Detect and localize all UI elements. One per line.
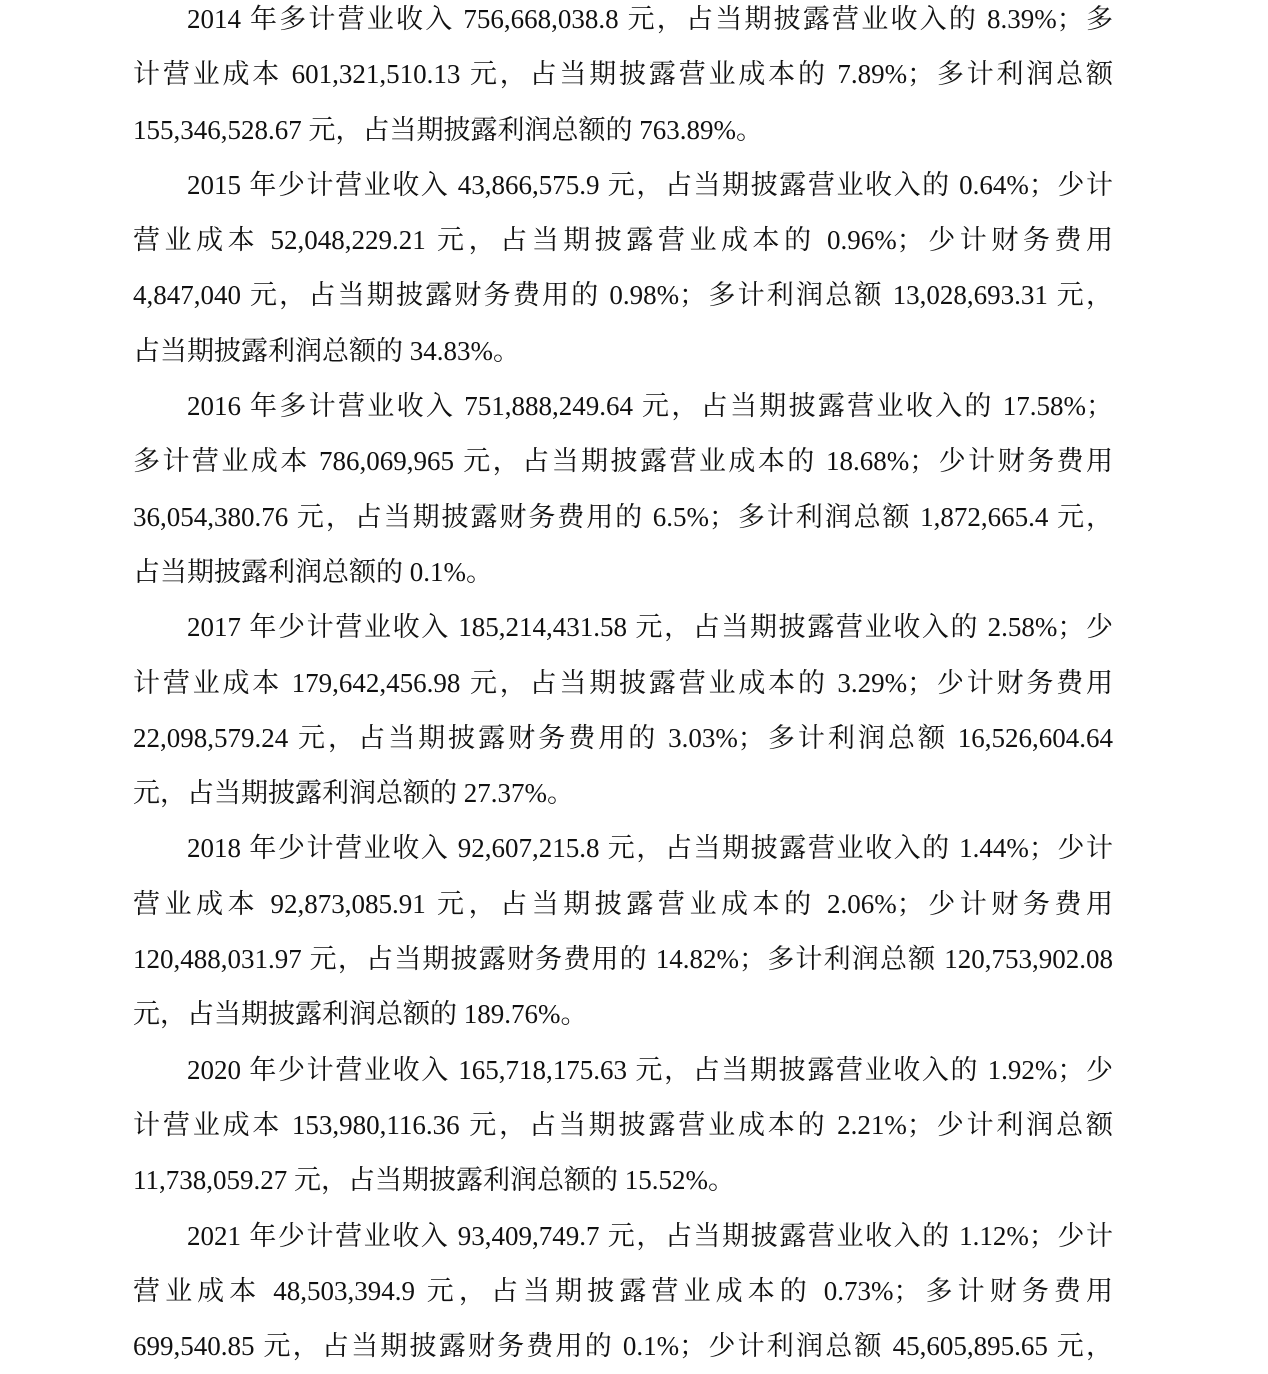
paragraph-2014 — [133, 0, 1113, 158]
text-line: 120,488,031.97 元，占当期披露财务费用的 14.82%；多计利润总额 120,753,902.08 — [133, 944, 1113, 975]
text-line: 4,847,040 元，占当期披露财务费用的 0.98%；多计利润总额 13,028,693.31 元， — [133, 280, 1113, 311]
text-line: 2017 年少计营业收入 185,214,431.58 元，占当期披露营业收入的 2.58%；少 — [187, 612, 1113, 643]
document-page — [133, 0, 1113, 1374]
text-line: 22,098,579.24 元，占当期披露财务费用的 3.03%；多计利润总额 16,526,604.64 — [133, 722, 1113, 753]
text-line: 36,054,380.76 元，占当期披露财务费用的 6.5%；多计利润总额 1,872,665.4 元， — [133, 501, 1113, 532]
paragraph-2020 — [133, 1043, 1113, 1209]
text-line: 699,540.85 元，占当期披露财务费用的 0.1%；少计利润总额 45,605,895.65 元， — [133, 1331, 1113, 1362]
text-line: 多计营业成本 786,069,965 元，占当期披露营业成本的 18.68%；少计财务费用 — [133, 446, 1113, 477]
text-line: 155,346,528.67 元，占当期披露利润总额的 763.89%。 — [133, 114, 763, 145]
paragraph-2015 — [133, 158, 1113, 379]
text-line: 11,738,059.27 元，占当期披露利润总额的 15.52%。 — [133, 1165, 735, 1196]
text-line: 2021 年少计营业收入 93,409,749.7 元，占当期披露营业收入的 1.12%；少计 — [187, 1220, 1113, 1251]
paragraph-2018 — [133, 821, 1113, 1042]
text-line: 营业成本 48,503,394.9 元，占当期披露营业成本的 0.73%；多计财务费用 — [133, 1275, 1113, 1306]
text-line: 2016 年多计营业收入 751,888,249.64 元，占当期披露营业收入的 17.58%； — [187, 391, 1113, 422]
text-line: 营业成本 92,873,085.91 元，占当期披露营业成本的 2.06%；少计财务费用 — [133, 888, 1113, 919]
text-line: 2020 年少计营业收入 165,718,175.63 元，占当期披露营业收入的 1.92%；少 — [187, 1054, 1113, 1085]
text-line: 计营业成本 179,642,456.98 元，占当期披露营业成本的 3.29%；少计财务费用 — [133, 667, 1113, 698]
paragraph-2017 — [133, 600, 1113, 821]
text-line: 元，占当期披露利润总额的 189.76%。 — [133, 999, 588, 1030]
text-line: 2014 年多计营业收入 756,668,038.8 元，占当期披露营业收入的 8.39%；多 — [187, 4, 1113, 34]
text-line: 占当期披露利润总额的 34.83%。 — [133, 335, 520, 366]
text-line: 元，占当期披露利润总额的 27.37%。 — [133, 778, 574, 809]
text-line: 2015 年少计营业收入 43,866,575.9 元，占当期披露营业收入的 0.64%；少计 — [187, 169, 1113, 200]
text-line: 计营业成本 601,321,510.13 元，占当期披露营业成本的 7.89%；多计利润总额 — [133, 59, 1113, 90]
text-line: 2018 年少计营业收入 92,607,215.8 元，占当期披露营业收入的 1.44%；少计 — [187, 833, 1113, 864]
text-line: 营业成本 52,048,229.21 元，占当期披露营业成本的 0.96%；少计财务费用 — [133, 225, 1113, 256]
paragraph-2021 — [133, 1209, 1113, 1374]
paragraph-2016 — [133, 379, 1113, 600]
text-line: 计营业成本 153,980,116.36 元，占当期披露营业成本的 2.21%；少计利润总额 — [133, 1109, 1113, 1140]
text-line: 占当期披露利润总额的 0.1%。 — [133, 556, 493, 587]
